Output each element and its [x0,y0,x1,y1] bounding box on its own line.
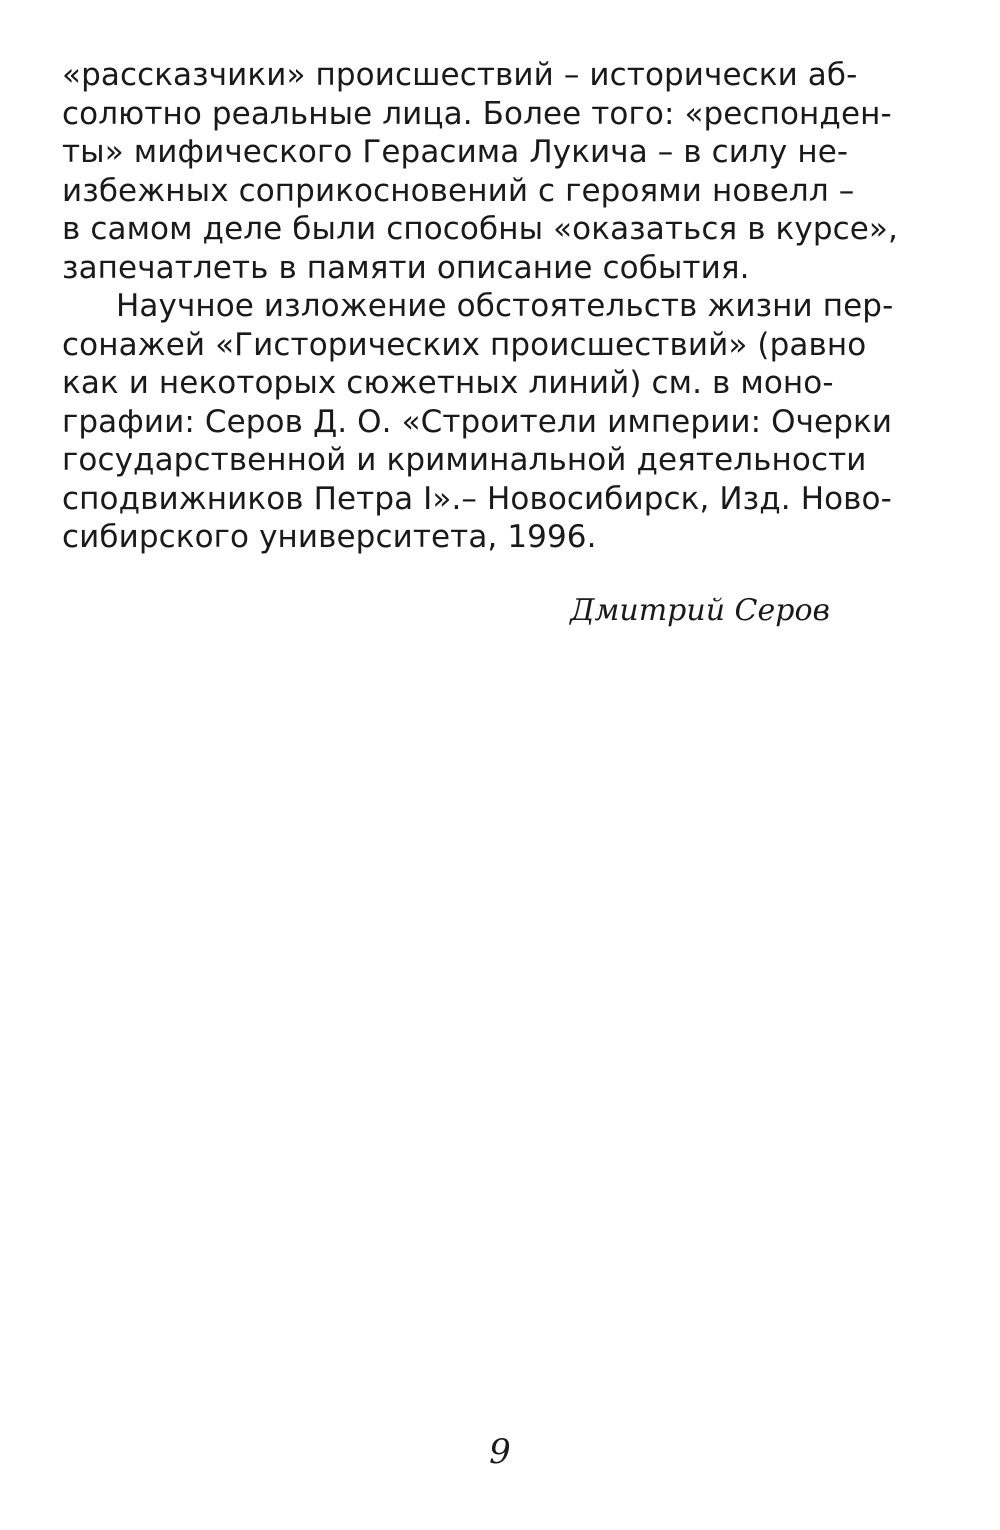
page-number: 9 [489,1432,511,1472]
text-line: сподвижников Петра I».– Новосибирск, Изд. Ново- [62,480,892,517]
text-line: графии: Серов Д. О. «Строители империи: Очерки [62,403,893,440]
text-line: солютно реальные лица. Более того: «респонден- [62,95,892,132]
text-line: «рассказчики» происшествий – исторически аб- [62,57,858,93]
text-line: запечатлеть в памяти описание события. [62,249,750,286]
author-signature: Дмитрий Серов [570,593,830,628]
body-text [62,56,898,557]
text-line: Научное изложение обстоятельств жизни пер- [116,288,894,324]
text-line: государственной и криминальной деятельности [62,442,867,478]
text-line: в самом деле были способны «оказаться в курсе», [62,211,898,247]
text-line: ты» мифического Герасима Лукича – в силу не- [62,134,849,170]
text-line: как и некоторых сюжетных линий) см. в моно- [62,365,834,401]
text-line: сибирского университета, 1996. [62,519,597,555]
text-line: сонажей «Гисторических происшествий» (равно [62,326,867,363]
text-line: избежных соприкосновений с героями новелл – [62,172,855,209]
